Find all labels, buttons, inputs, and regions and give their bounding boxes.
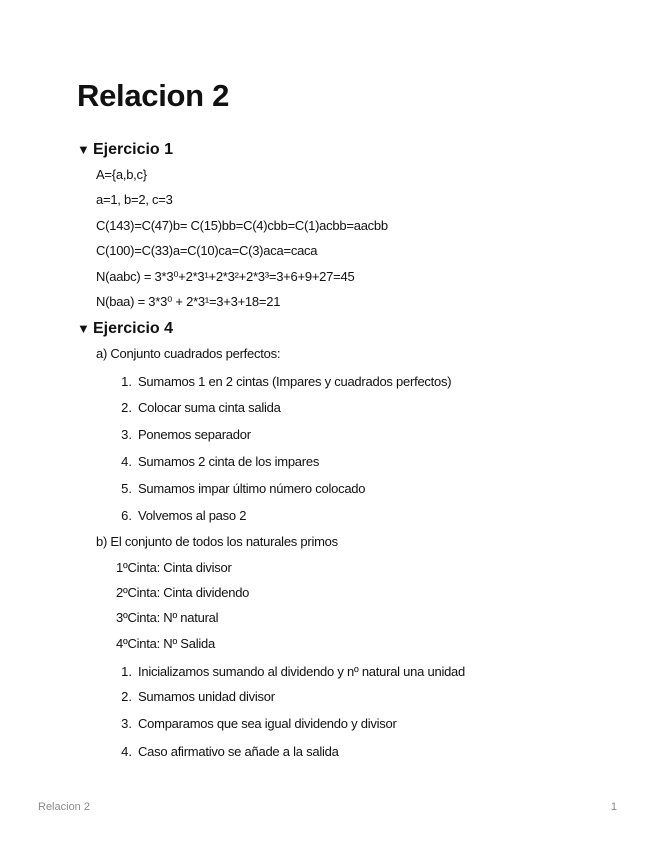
part-b-label: b) El conjunto de todos los naturales primos (96, 534, 338, 549)
text-line: N(baa) = 3*3⁰ + 2*3¹=3+3+18=21 (96, 294, 281, 309)
list-item: Sumamos 2 cinta de los impares (138, 454, 320, 469)
list-item: Inicializamos sumando al dividendo y nº natural una unidad (138, 664, 466, 679)
list-number: 5. (121, 481, 132, 496)
text-line: N(aabc) = 3*3⁰+2*3¹+2*3²+2*3³=3+6+9+27=45 (96, 269, 355, 284)
list-number: 1. (121, 664, 132, 679)
list-item: Comparamos que sea igual dividendo y divisor (138, 716, 397, 731)
text-line: C(143)=C(47)b= C(15)bb=C(4)cbb=C(1)acbb=aacbb (96, 218, 388, 233)
list-item: Volvemos al paso 2 (138, 508, 247, 523)
triangle-down-icon: ▼ (77, 142, 90, 157)
text-line: a=1, b=2, c=3 (96, 192, 173, 207)
tape-line: 1ºCinta: Cinta divisor (116, 560, 232, 575)
list-item: Sumamos unidad divisor (138, 689, 275, 704)
list-item: Caso afirmativo se añade a la salida (138, 744, 339, 759)
section-toggle-ejercicio-1[interactable] (77, 140, 173, 160)
text-line: A={a,b,c} (96, 167, 147, 182)
section-toggle-ejercicio-4[interactable] (77, 319, 173, 339)
list-number: 2. (121, 689, 132, 704)
list-number: 1. (121, 374, 132, 389)
list-number: 3. (121, 427, 132, 442)
tape-line: 2ºCinta: Cinta dividendo (116, 585, 250, 600)
list-item: Sumamos impar último número colocado (138, 481, 366, 496)
list-item: Colocar suma cinta salida (138, 400, 281, 415)
text-line: C(100)=C(33)a=C(10)ca=C(3)aca=caca (96, 243, 318, 258)
page-title: Relacion 2 (77, 78, 230, 113)
list-number: 3. (121, 716, 132, 731)
triangle-down-icon: ▼ (77, 321, 90, 336)
list-item: Sumamos 1 en 2 cintas (Impares y cuadrados perfectos) (138, 374, 452, 389)
list-number: 6. (121, 508, 132, 523)
part-a-label: a) Conjunto cuadrados perfectos: (96, 346, 281, 361)
list-number: 2. (121, 400, 132, 415)
list-number: 4. (121, 454, 132, 469)
section-heading: Ejercicio 4 (93, 320, 174, 337)
section-heading: Ejercicio 1 (93, 141, 174, 158)
list-number: 4. (121, 744, 132, 759)
page-number: 1 (610, 801, 617, 813)
tape-line: 4ºCinta: Nº Salida (116, 636, 215, 651)
footer-title: Relacion 2 (38, 801, 90, 813)
list-item: Ponemos separador (138, 427, 251, 442)
tape-line: 3ºCinta: Nº natural (116, 610, 219, 625)
